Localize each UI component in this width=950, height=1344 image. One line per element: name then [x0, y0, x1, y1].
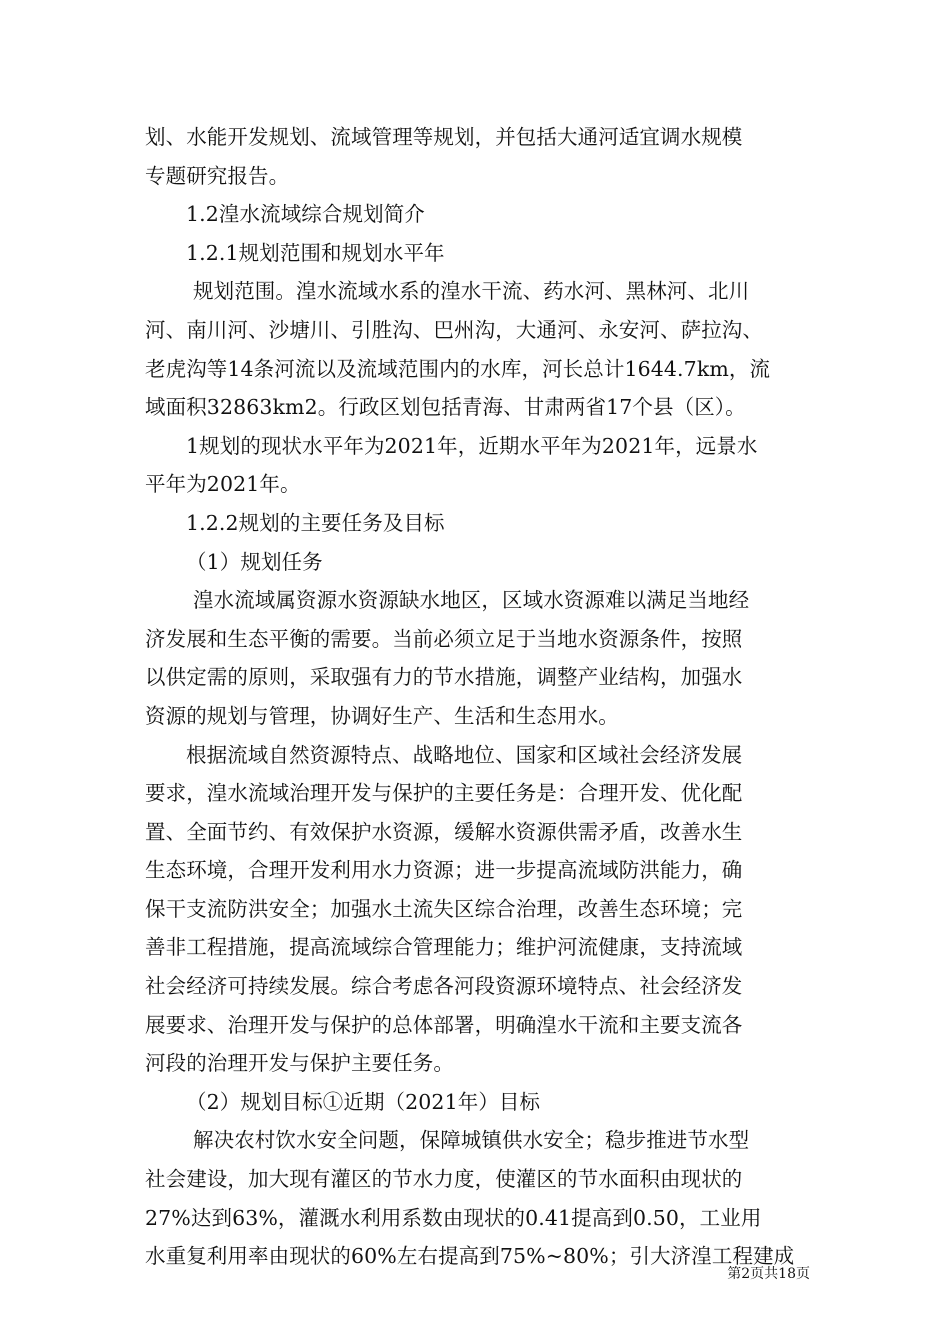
list-heading: （2）规划目标①近期（2021年）目标 [186, 1089, 541, 1114]
subsection-heading: 1.2.2规划的主要任务及目标 [186, 510, 445, 535]
text-line: 社会建设，加大现有灌区的节水力度，使灌区的节水面积由现状的 [145, 1167, 743, 1192]
text-line: 解决农村饮水安全问题，保障城镇供水安全；稳步推进节水型 [193, 1128, 750, 1153]
text-line: 展要求、治理开发与保护的总体部署，明确湟水干流和主要支流各 [145, 1012, 743, 1037]
section-heading: 1.2湟水流域综合规划简介 [186, 202, 425, 227]
text-line: 湟水流域属资源水资源缺水地区，区域水资源难以满足当地经 [193, 588, 750, 613]
text-line: 平年为2021年。 [145, 472, 301, 497]
text-line: 济发展和生态平衡的需要。当前必须立足于当地水资源条件，按照 [145, 626, 743, 651]
text-line: 善非工程措施，提高流域综合管理能力；维护河流健康，支持流域 [145, 935, 743, 960]
text-line: 老虎沟等14条河流以及流域范围内的水库，河长总计1644.7km，流 [145, 356, 771, 381]
text-line: 河段的治理开发与保护主要任务。 [145, 1051, 454, 1076]
text-line: 保干支流防洪安全；加强水土流失区综合治理，改善生态环境；完 [145, 896, 743, 921]
text-line: 生态环境，合理开发利用水力资源；进一步提高流域防洪能力，确 [145, 858, 743, 883]
list-heading: （1）规划任务 [186, 549, 323, 574]
text-line: 社会经济可持续发展。综合考虑各河段资源环境特点、社会经济发 [145, 974, 743, 999]
text-line: 域面积32863km2。行政区划包括青海、甘肃两省17个县（区）。 [145, 395, 746, 420]
text-line: 水重复利用率由现状的60%左右提高到75%~80%；引大济湟工程建成 [145, 1244, 795, 1269]
text-line: 1规划的现状水平年为2021年，近期水平年为2021年，远景水 [186, 433, 758, 458]
document-body [145, 118, 810, 1276]
subsection-heading: 1.2.1规划范围和规划水平年 [186, 240, 445, 265]
text-line: 要求，湟水流域治理开发与保护的主要任务是：合理开发、优化配 [145, 781, 743, 806]
text-line: 资源的规划与管理，协调好生产、生活和生态用水。 [145, 703, 619, 728]
text-line: 专题研究报告。 [145, 163, 290, 188]
page-number: 第2页共18页 [727, 1266, 810, 1282]
text-line: 置、全面节约、有效保护水资源，缓解水资源供需矛盾，改善水生 [145, 819, 743, 844]
text-line: 以供定需的原则，采取强有力的节水措施，调整产业结构，加强水 [145, 665, 743, 690]
text-line: 27%达到63%，灌溉水利用系数由现状的0.41提高到0.50，工业用 [145, 1205, 762, 1230]
text-line: 河、南川河、沙塘川、引胜沟、巴州沟，大通河、永安河、萨拉沟、 [145, 317, 763, 342]
text-line: 划、水能开发规划、流域管理等规划，并包括大通河适宜调水规模 [145, 125, 743, 149]
text-line: 规划范围。湟水流域水系的湟水干流、药水河、黑林河、北川 [193, 279, 750, 304]
text-line: 根据流域自然资源特点、战略地位、国家和区域社会经济发展 [186, 742, 743, 767]
